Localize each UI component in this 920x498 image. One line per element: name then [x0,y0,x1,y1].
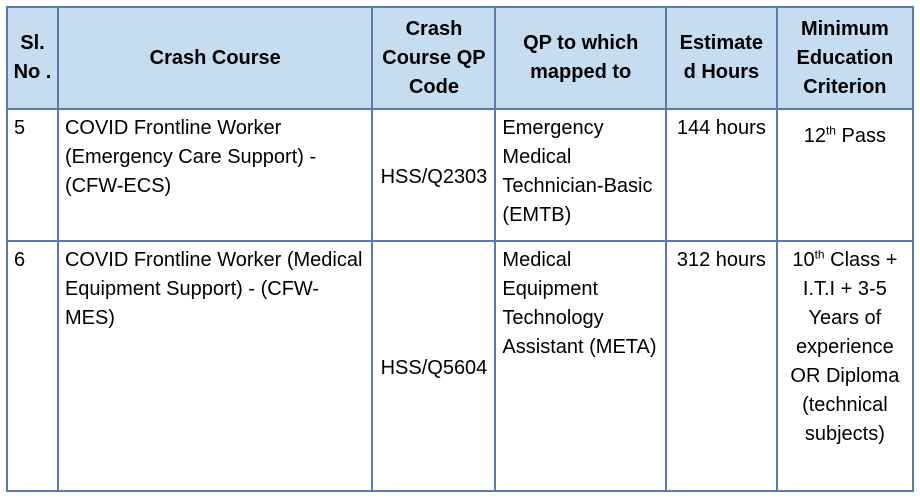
education-ordinal: th [814,247,825,262]
header-crash-course: Crash Course [58,7,373,109]
cell-crash-course: COVID Frontline Worker (Emergency Care Support) -(CFW-ECS) [58,109,373,241]
cell-sl-no: 5 [7,109,58,241]
table-row [7,241,913,491]
header-row [7,7,913,109]
education-rest: Pass [835,125,887,147]
education-ordinal: th [825,123,836,138]
education-number: 12 [803,125,826,147]
cell-qp-code: HSS/Q2303 [372,109,495,241]
header-estimated-hours: Estimate d Hours [666,7,777,109]
cell-qp-mapped: Emergency Medical Technician-Basic (EMTB) [495,109,666,241]
header-qp-code: Crash Course QP Code [372,7,495,109]
cell-sl-no: 6 [7,241,58,491]
crash-course-table [6,6,914,492]
cell-crash-course: COVID Frontline Worker (Medical Equipment Support) - (CFW-MES) [58,241,373,491]
table-row [7,109,913,241]
header-sl-no: Sl. No . [7,7,58,109]
header-min-education: Minimum Education Criterion [777,7,913,109]
cell-min-education [777,109,913,241]
education-rest: Class + I.T.I + 3-5 Years of experience OR Diploma (technical subjects) [790,249,900,445]
cell-estimated-hours: 144 hours [666,109,777,241]
education-text [784,122,906,151]
header-qp-mapped: QP to which mapped to [495,7,666,109]
education-number: 10 [792,249,815,271]
cell-qp-code: HSS/Q5604 [372,241,495,491]
cell-qp-mapped: Medical Equipment Technology Assistant (META) [495,241,666,491]
cell-estimated-hours: 312 hours [666,241,777,491]
cell-min-education [777,241,913,491]
